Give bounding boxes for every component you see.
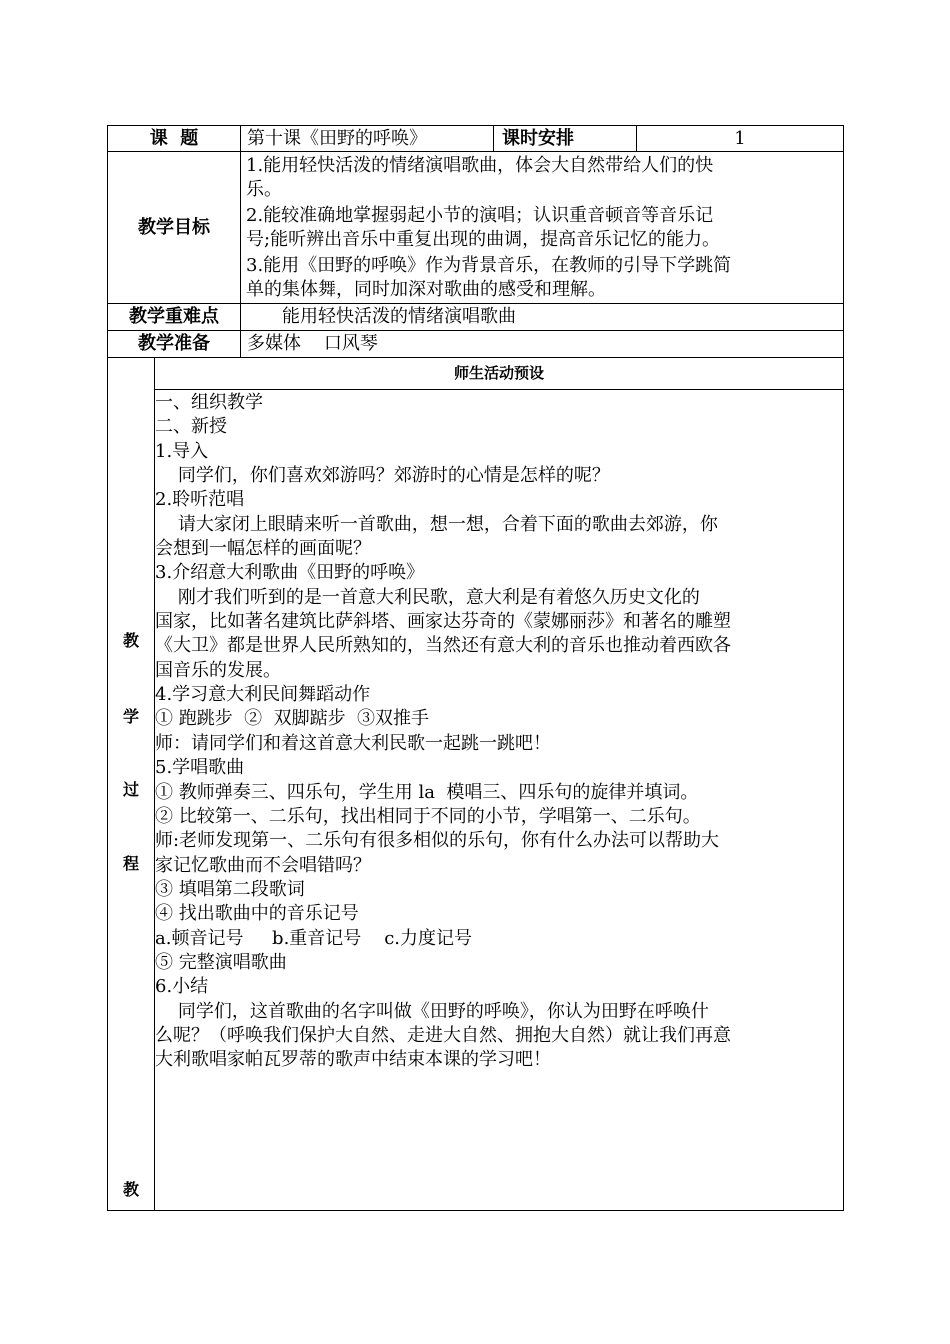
table-border-top xyxy=(107,125,844,126)
topic-label: 课 题 xyxy=(149,128,199,149)
process-line: 1.导入 xyxy=(155,440,209,462)
process-line: 国家，比如著名建筑比萨斜塔、画家达芬奇的《蒙娜丽莎》和著名的雕塑 xyxy=(155,611,731,633)
process-line: ⑤ 完整演唱歌曲 xyxy=(155,951,287,973)
goal-line: 3.能用《田野的呼唤》作为背景音乐，在教师的引导下学跳简 xyxy=(246,255,732,276)
process-line: 师：请同学们和着这首意大利民歌一起跳一跳吧！ xyxy=(155,732,551,754)
col-divider xyxy=(493,125,494,152)
table-border-right xyxy=(843,125,844,1211)
key-points-value: 能用轻快活泼的情绪演唱歌曲 xyxy=(282,306,516,327)
hours-value: 1 xyxy=(734,128,746,149)
process-line: 《大卫》都是世界人民所熟知的，当然还有意大利的音乐也推动着西欧各 xyxy=(155,635,731,657)
process-line: 国音乐的发展。 xyxy=(155,659,281,681)
process-line: 3.介绍意大利歌曲《田野的呼唤》 xyxy=(155,562,425,584)
goal-line: 单的集体舞，同时加深对歌曲的感受和理解。 xyxy=(246,278,606,300)
row-divider xyxy=(154,389,844,390)
row-divider xyxy=(107,357,844,358)
side-char: 程 xyxy=(122,854,139,873)
table-border-bottom xyxy=(107,1210,844,1211)
prep-label: 教学准备 xyxy=(138,333,210,354)
goal-line: 1.能用轻快活泼的情绪演唱歌曲，体会大自然带给人们的快 xyxy=(246,155,714,176)
process-line: 家记忆歌曲而不会唱错吗？ xyxy=(155,854,371,876)
goal-line: 乐。 xyxy=(246,178,282,200)
process-line: ① 教师弹奏三、四乐句，学生用 la 模唱三、四乐句的旋律并填词。 xyxy=(155,781,699,803)
process-line: 会想到一幅怎样的画面呢？ xyxy=(155,538,371,560)
process-line: ④ 找出歌曲中的音乐记号 xyxy=(155,903,359,925)
process-line: 4.学习意大利民间舞蹈动作 xyxy=(155,684,371,706)
goals-label: 教学目标 xyxy=(138,217,210,238)
row-divider xyxy=(107,303,844,304)
process-body xyxy=(155,391,842,1073)
process-line: 大利歌唱家帕瓦罗蒂的歌声中结束本课的学习吧！ xyxy=(155,1049,551,1071)
process-line: 6.小结 xyxy=(155,976,209,998)
process-line: 刚才我们听到的是一首意大利民歌，意大利是有着悠久历史文化的 xyxy=(155,586,700,608)
side-char: 教 xyxy=(122,1180,139,1199)
side-char: 教 xyxy=(122,631,139,650)
goal-line: 号;能听辨出音乐中重复出现的曲调，提高音乐记忆的能力。 xyxy=(246,228,721,250)
goal-line: 2.能较准确地掌握弱起小节的演唱；认识重音顿音等音乐记 xyxy=(246,205,714,226)
row-divider xyxy=(107,330,844,331)
process-line: 请大家闭上眼睛来听一首歌曲，想一想，合着下面的歌曲去郊游，你 xyxy=(155,513,718,535)
process-line: ③ 填唱第二段歌词 xyxy=(155,878,305,900)
process-line: 师:老师发现第一、二乐句有很多相似的乐句，你有什么办法可以帮助大 xyxy=(155,830,720,852)
topic-value: 第十课《田野的呼唤》 xyxy=(247,128,427,149)
process-line: 5.学唱歌曲 xyxy=(155,757,245,779)
process-header: 师生活动预设 xyxy=(453,364,544,382)
process-line: 同学们，这首歌曲的名字叫做《田野的呼唤》，你认为田野在呼唤什 xyxy=(155,1000,709,1022)
process-line: 么呢？（呼唤我们保护大自然、走进大自然、拥抱大自然）就让我们再意 xyxy=(155,1024,731,1046)
process-line: ② 比较第一、二乐句，找出相同于不同的小节，学唱第一、二乐句。 xyxy=(155,805,701,827)
side-char: 学 xyxy=(122,707,139,726)
side-char: 过 xyxy=(122,780,139,799)
row-divider xyxy=(107,151,844,152)
process-line: 二、新授 xyxy=(155,416,227,438)
process-line: ① 跑跳步 ② 双脚踮步 ③双推手 xyxy=(155,708,430,730)
process-line: 同学们，你们喜欢郊游吗？郊游时的心情是怎样的呢？ xyxy=(155,465,610,487)
goals-text xyxy=(246,154,842,301)
col-divider xyxy=(240,125,241,358)
process-line: 一、组织教学 xyxy=(155,392,263,413)
prep-value: 多媒体 口风琴 xyxy=(247,333,378,354)
hours-label: 课时安排 xyxy=(502,128,574,149)
key-points-label: 教学重难点 xyxy=(129,306,219,327)
process-line: 2.聆听范唱 xyxy=(155,489,245,511)
table-border-left xyxy=(107,125,108,1211)
process-line: a.顿音记号 b.重音记号 c.力度记号 xyxy=(155,927,472,949)
